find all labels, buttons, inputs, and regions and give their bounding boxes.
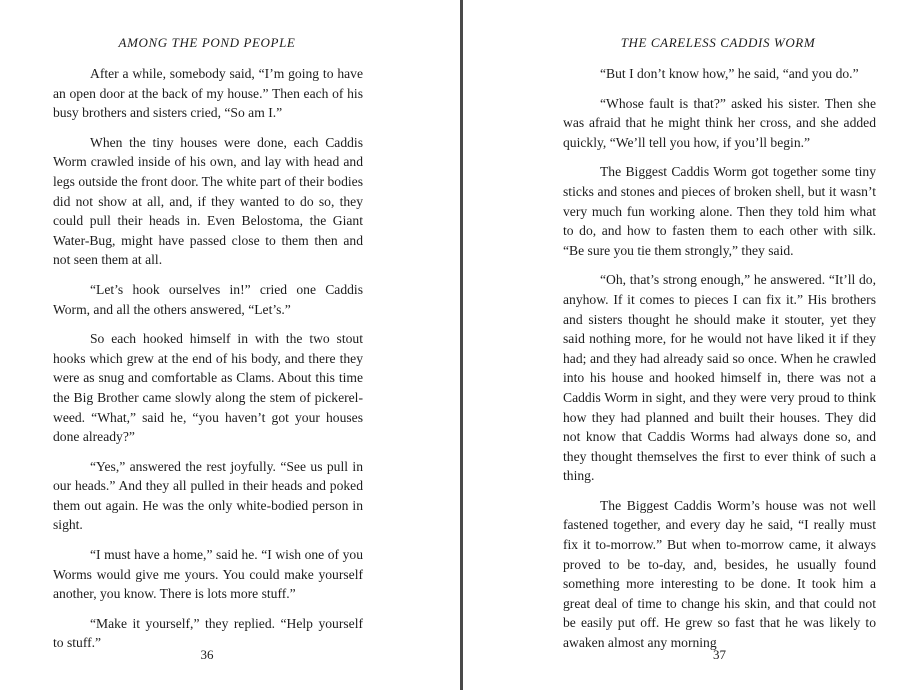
paragraph: “Make it yourself,” they replied. “Help yourself to stuff.” (53, 615, 363, 651)
paragraph: After a while, somebody said, “I’m going to have an open door at the back of my house.” Then each of his busy brothers and sisters cried, “So am I.” (53, 66, 363, 121)
running-head: THE CARELESS CADDIS WORM (620, 35, 816, 50)
paragraph: “But I don’t know how,” he said, “and you do.” (600, 66, 859, 81)
page-number: 37 (713, 647, 726, 662)
paragraph: “Whose fault is that?” asked his sister. Then she was afraid that he might think her cross, and she added quickly, “We’ll tell you how, if you’ll begin.” (563, 95, 876, 150)
right-page (463, 0, 922, 690)
left-page (0, 0, 460, 690)
paragraph: When the tiny houses were done, each Caddis Worm crawled inside of his own, and lay with head and legs outside the front door. The white part of their bodies did not show at all, and, if they wanted to do so, they could pull their heads in. Even Belostoma, the Giant Water-Bug, might have passed close to them then and not seen them at all. (53, 134, 363, 268)
paragraph: “Oh, that’s strong enough,” he answered. “It’ll do, anyhow. If it comes to pieces I can fix it.” His brothers and sisters thought he should make it stouter, yet they said nothing more, for he would not have liked it if they had; and they had already said so once. When he crawled into his house and hooked himself in, there was not a Caddis Worm in sight, and they were very proud to think how they had planned and built their houses. They did not know that Caddis Worms had always done so, and they thought themselves the first to ever think of such a thing. (563, 272, 876, 484)
paragraph: “I must have a home,” said he. “I wish one of you Worms would give me yours. You could make yourself another, you know. There is lots more stuff.” (53, 547, 363, 602)
running-head: AMONG THE POND PEOPLE (118, 35, 296, 50)
paragraph: “Yes,” answered the rest joyfully. “See us pull in our heads.” And they all pulled in their heads and poked them out again. He was the only white-bodied person in sight. (53, 458, 363, 533)
page-body (563, 64, 876, 663)
page-body (53, 64, 363, 663)
page-number: 36 (200, 647, 214, 662)
paragraph: So each hooked himself in with the two stout hooks which grew at the end of his body, and there they were as snug and comfortable as Clams. About this time the Big Brother came slowly along the stem of pickerel-weed. “What,” said he, “you haven’t got your houses done already?” (53, 331, 363, 445)
paragraph: “Let’s hook ourselves in!” cried one Caddis Worm, and all the others answered, “Let’s.” (53, 281, 363, 317)
paragraph: The Biggest Caddis Worm got together some tiny sticks and stones and pieces of broken shell, but it wasn’t very much fun working alone. Then they told him what to do, and how to fasten them to each other with silk. “Be sure you tie them strongly,” they said. (563, 164, 876, 258)
paragraph: The Biggest Caddis Worm’s house was not well fastened together, and every day he said, “I really must fix it to-morrow.” But when to-morrow came, it always proved to be to-day, and, besides, he usually found something more interesting to be done. It took him a great deal of time to change his skin, and that could not be easily put off. He grew so fast that he was likely to awaken almost any morning (563, 497, 876, 651)
